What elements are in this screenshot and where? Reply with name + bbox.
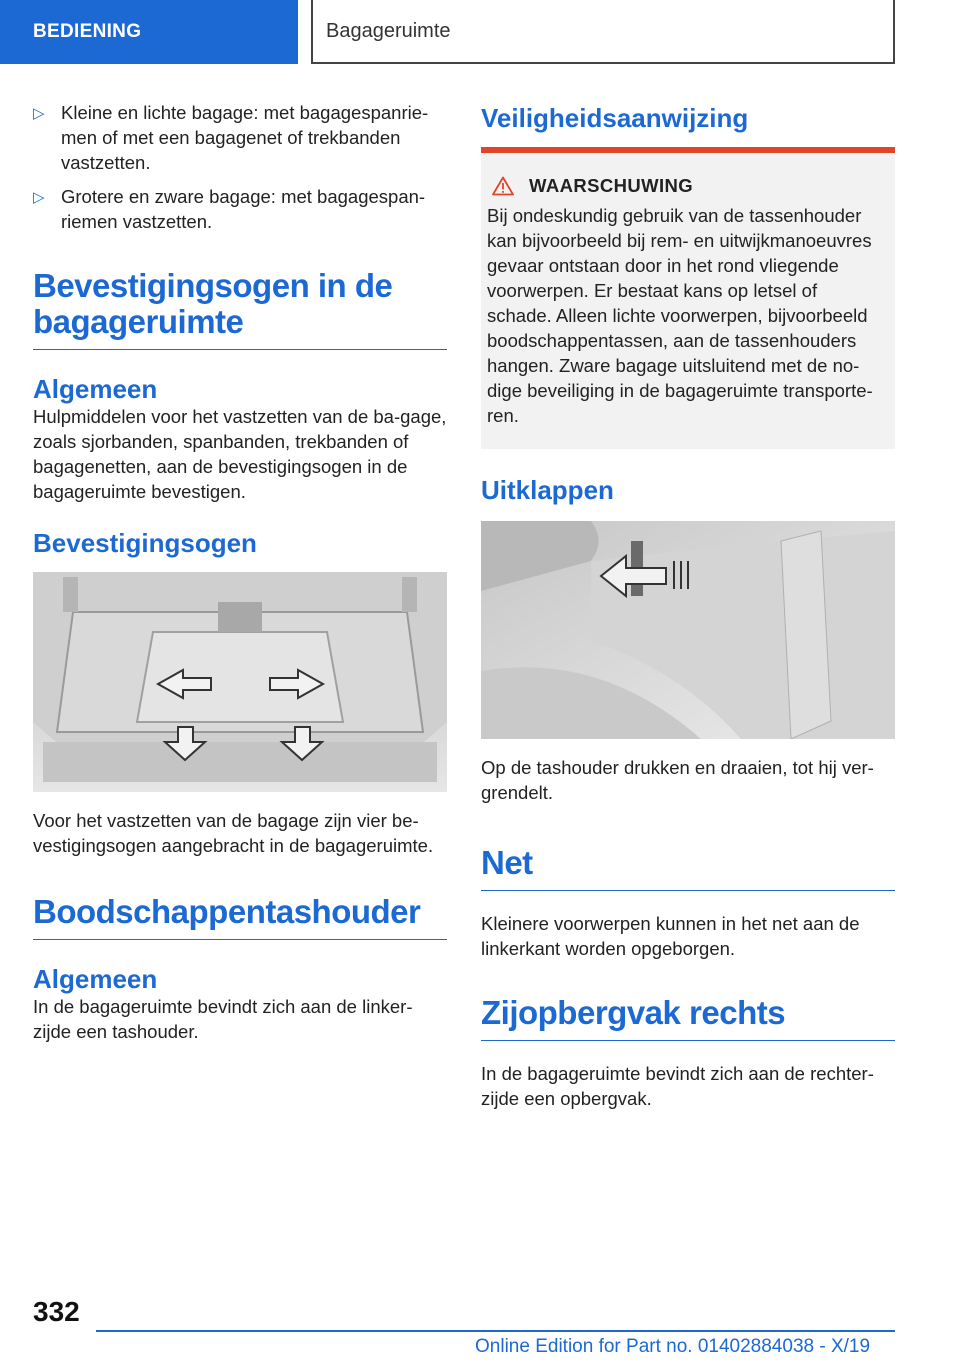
bullet-item — [33, 100, 447, 175]
triangle-bullet-icon: ▷ — [33, 189, 45, 206]
heading-holder: Boodschappentashouder — [33, 894, 447, 940]
bullet-text: Kleine en lichte bagage: met bagagespanrie-men of met een bagagenet of trekbanden vastzetten. — [61, 102, 429, 173]
heading-side: Zijopbergvak rechts — [481, 995, 895, 1041]
warning-triangle-icon — [492, 176, 514, 196]
trunk-eyes-photo — [33, 572, 447, 792]
warning-block — [481, 147, 895, 449]
right-column — [481, 100, 895, 1111]
bullet-item — [33, 184, 447, 234]
warning-heading — [492, 175, 887, 197]
heading-net: Net — [481, 845, 895, 891]
section-header — [311, 0, 895, 64]
bag-holder-photo — [481, 521, 895, 739]
page-number: 332 — [33, 1296, 80, 1327]
heading-eyes-sub: Bevestigingsogen — [33, 528, 257, 558]
section-title: Bagageruimte — [326, 19, 451, 42]
general-2-text: In de bagageruimte bevindt zich aan de linker-zijde een tashouder. — [33, 996, 413, 1042]
bullet-text: Grotere en zware bagage: met bagagespan-riemen vastzetten. — [61, 186, 426, 232]
heading-unfold: Uitklappen — [481, 475, 614, 505]
chapter-title: BEDIENING — [33, 21, 142, 42]
net-text: Kleinere voorwerpen kunnen in het net aan de linkerkant worden opgeborgen. — [481, 913, 860, 959]
left-column — [33, 100, 447, 1044]
heading-general-2: Algemeen — [33, 964, 158, 994]
footer-divider — [96, 1330, 895, 1332]
unfold-text: Op de tashouder drukken en draaien, tot hij ver-grendelt. — [481, 757, 874, 803]
warning-text: Bij ondeskundig gebruik van de tassenhouder kan bijvoorbeeld bij rem- en uitwijkmanoeuvres gevaar ontstaan door in het rond vliegende voorwerpen. Er bestaat kans op letsel of schade. Alleen lichte voorwerpen, bijvoorbeeld boodschappentassen, aan de tassenhouders hangen. Zware bagage uitsluitend met de no-dige beveiliging in de bagageruimte transporte-ren. — [487, 205, 873, 426]
eyes-text: Voor het vastzetten van de bagage zijn vier be-vestigingsogen aangebracht in de bagageruimte. — [33, 810, 434, 856]
side-text: In de bagageruimte bevindt zich aan de rechter-zijde een opbergvak. — [481, 1063, 874, 1109]
heading-general-1: Algemeen — [33, 374, 158, 404]
heading-safety: Veiligheidsaanwijzing — [481, 103, 749, 133]
general-1-text: Hulpmiddelen voor het vastzetten van de ba-gage, zoals sjorbanden, spanbanden, trekbanden of bagagenetten, aan de bevestigingsogen in de bagageruimte bevestigen. — [33, 406, 447, 502]
footer-edition: Online Edition for Part no. 01402884038 - X/19 — [475, 1336, 871, 1357]
chapter-tab — [0, 0, 298, 64]
warning-box — [481, 153, 895, 449]
heading-eyes: Bevestigingsogen in de bagageruimte — [33, 268, 447, 350]
warning-title: WAARSCHUWING — [529, 175, 694, 196]
triangle-bullet-icon: ▷ — [33, 105, 45, 122]
